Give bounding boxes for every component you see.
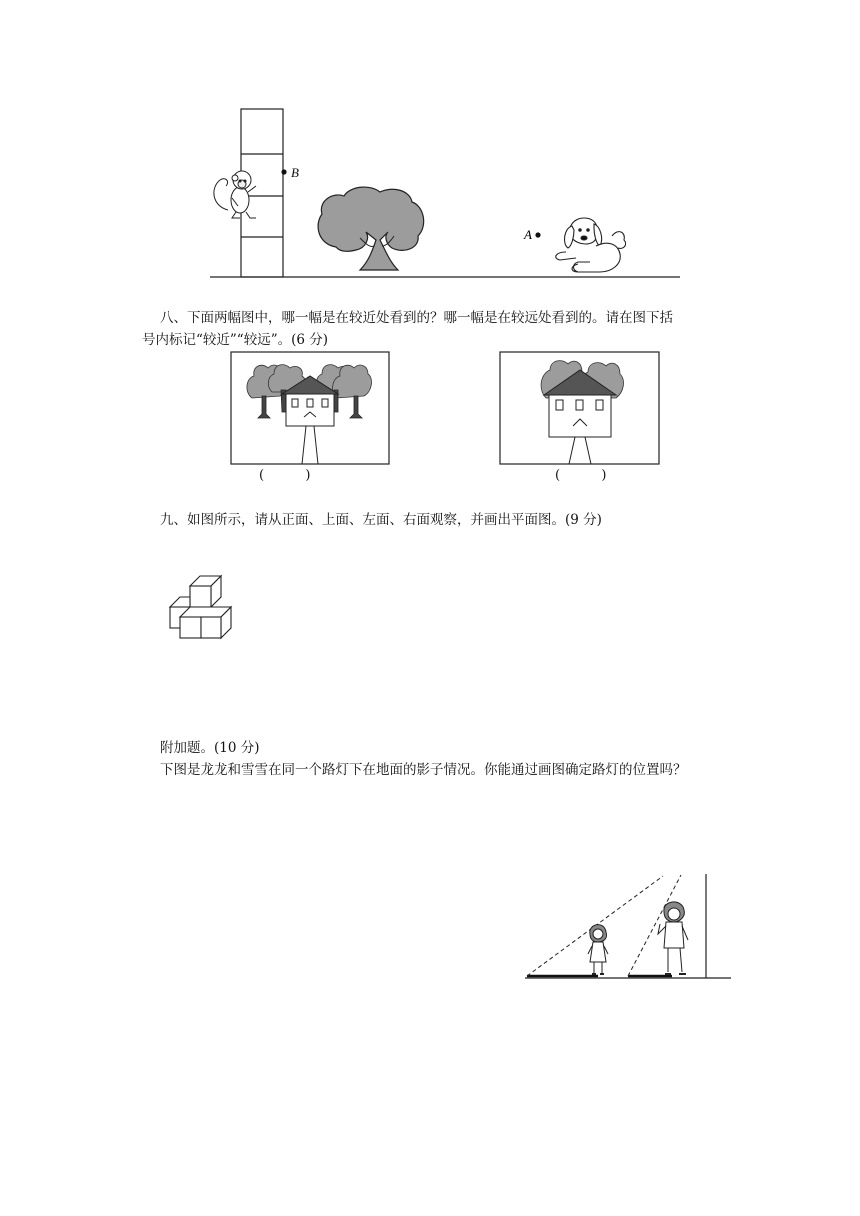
- boy-figure-icon: [658, 902, 688, 974]
- girl-figure-icon: [588, 925, 608, 974]
- point-b-label: B: [291, 165, 299, 180]
- q9-text: 九、如图所示，请从正面、上面、左面、右面观察，并画出平面图。(9 分): [160, 512, 602, 528]
- q8-text-line1: 八、下面两幅图中，哪一幅是在较近处看到的？哪一幅是在较远处看到的。请在图下括: [160, 310, 673, 326]
- point-a-label: A: [524, 227, 532, 242]
- bonus-text: 下图是龙龙和雪雪在同一个路灯下在地面的影子情况。你能通过画图确定路灯的位置吗？: [160, 762, 687, 778]
- q8-left-answer-paren[interactable]: ( ): [259, 468, 311, 483]
- q8-text-line2: 号内标记“较近”“较远”。(6 分): [142, 332, 329, 348]
- q8-right-answer-paren[interactable]: ( ): [555, 468, 607, 483]
- bonus-title: 附加题。(10 分): [160, 740, 260, 756]
